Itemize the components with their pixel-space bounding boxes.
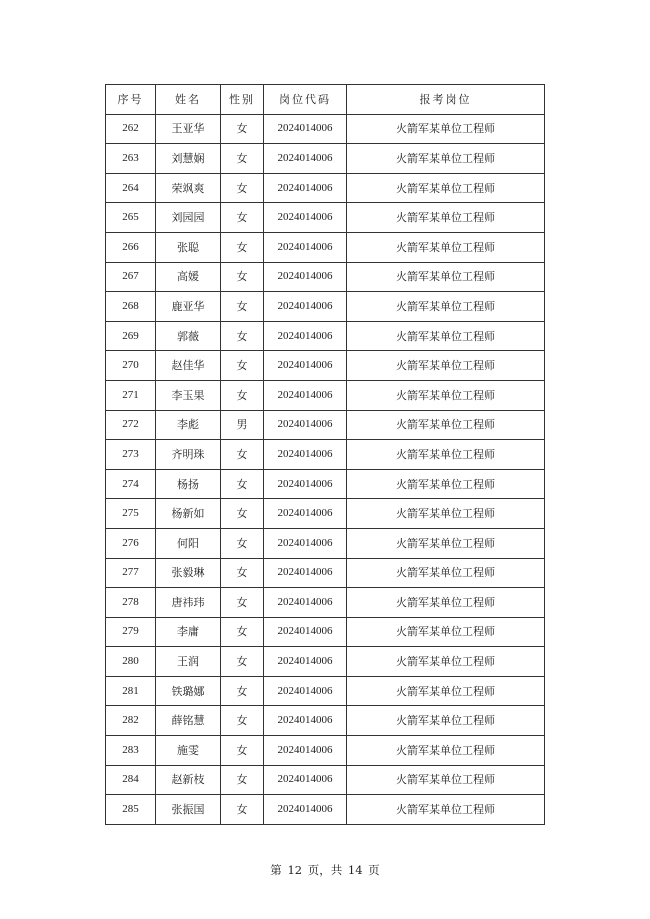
position-code-cell: 2024014006 [264, 292, 347, 322]
applied-position-cell: 火箭军某单位工程师 [347, 321, 545, 351]
gender-cell: 女 [221, 499, 264, 529]
header-serial-no: 序号 [106, 85, 156, 115]
table-row [106, 469, 545, 499]
name-cell: 张聪 [156, 232, 221, 262]
serial-no-cell: 264 [106, 173, 156, 203]
serial-no-cell: 268 [106, 292, 156, 322]
position-code-cell: 2024014006 [264, 144, 347, 174]
table-row [106, 410, 545, 440]
serial-no-cell: 262 [106, 114, 156, 144]
name-cell: 何阳 [156, 528, 221, 558]
serial-no-cell: 279 [106, 617, 156, 647]
name-cell: 刘园园 [156, 203, 221, 233]
gender-cell: 女 [221, 203, 264, 233]
header-position-code: 岗位代码 [264, 85, 347, 115]
serial-no-cell: 274 [106, 469, 156, 499]
serial-no-cell: 266 [106, 232, 156, 262]
serial-no-cell: 265 [106, 203, 156, 233]
position-code-cell: 2024014006 [264, 232, 347, 262]
applied-position-cell: 火箭军某单位工程师 [347, 380, 545, 410]
position-code-cell: 2024014006 [264, 765, 347, 795]
applied-position-cell: 火箭军某单位工程师 [347, 144, 545, 174]
gender-cell: 女 [221, 440, 264, 470]
table-row [106, 647, 545, 677]
applied-position-cell: 火箭军某单位工程师 [347, 440, 545, 470]
applied-position-cell: 火箭军某单位工程师 [347, 558, 545, 588]
serial-no-cell: 281 [106, 676, 156, 706]
serial-no-cell: 280 [106, 647, 156, 677]
name-cell: 王润 [156, 647, 221, 677]
position-code-cell: 2024014006 [264, 676, 347, 706]
table-row [106, 351, 545, 381]
serial-no-cell: 273 [106, 440, 156, 470]
table-row [106, 321, 545, 351]
table-body [106, 114, 545, 824]
table-row [106, 528, 545, 558]
table-row [106, 173, 545, 203]
serial-no-cell: 271 [106, 380, 156, 410]
table-row [106, 232, 545, 262]
applied-position-cell: 火箭军某单位工程师 [347, 647, 545, 677]
serial-no-cell: 285 [106, 795, 156, 825]
position-code-cell: 2024014006 [264, 114, 347, 144]
header-gender: 性别 [221, 85, 264, 115]
applied-position-cell: 火箭军某单位工程师 [347, 588, 545, 618]
applied-position-cell: 火箭军某单位工程师 [347, 706, 545, 736]
header-applied-position: 报考岗位 [347, 85, 545, 115]
serial-no-cell: 277 [106, 558, 156, 588]
serial-no-cell: 282 [106, 706, 156, 736]
position-code-cell: 2024014006 [264, 617, 347, 647]
gender-cell: 女 [221, 706, 264, 736]
name-cell: 王亚华 [156, 114, 221, 144]
name-cell: 荣飒爽 [156, 173, 221, 203]
position-code-cell: 2024014006 [264, 203, 347, 233]
position-code-cell: 2024014006 [264, 647, 347, 677]
table-row [106, 292, 545, 322]
serial-no-cell: 267 [106, 262, 156, 292]
gender-cell: 女 [221, 262, 264, 292]
serial-no-cell: 283 [106, 736, 156, 766]
applied-position-cell: 火箭军某单位工程师 [347, 765, 545, 795]
gender-cell: 女 [221, 676, 264, 706]
applied-position-cell: 火箭军某单位工程师 [347, 499, 545, 529]
applied-position-cell: 火箭军某单位工程师 [347, 351, 545, 381]
table-row [106, 736, 545, 766]
table-row [106, 765, 545, 795]
roster-table [105, 84, 545, 825]
gender-cell: 女 [221, 795, 264, 825]
position-code-cell: 2024014006 [264, 173, 347, 203]
position-code-cell: 2024014006 [264, 558, 347, 588]
applied-position-cell: 火箭军某单位工程师 [347, 528, 545, 558]
position-code-cell: 2024014006 [264, 588, 347, 618]
table-row [106, 795, 545, 825]
name-cell: 施雯 [156, 736, 221, 766]
gender-cell: 女 [221, 469, 264, 499]
gender-cell: 女 [221, 736, 264, 766]
gender-cell: 男 [221, 410, 264, 440]
applied-position-cell: 火箭军某单位工程师 [347, 410, 545, 440]
table-row [106, 499, 545, 529]
table-row [106, 588, 545, 618]
table-row [106, 262, 545, 292]
name-cell: 唐祎玮 [156, 588, 221, 618]
table-row [106, 617, 545, 647]
applied-position-cell: 火箭军某单位工程师 [347, 262, 545, 292]
name-cell: 刘慧娴 [156, 144, 221, 174]
applied-position-cell: 火箭军某单位工程师 [347, 617, 545, 647]
name-cell: 李庸 [156, 617, 221, 647]
serial-no-cell: 278 [106, 588, 156, 618]
gender-cell: 女 [221, 114, 264, 144]
position-code-cell: 2024014006 [264, 262, 347, 292]
serial-no-cell: 276 [106, 528, 156, 558]
serial-no-cell: 269 [106, 321, 156, 351]
applied-position-cell: 火箭军某单位工程师 [347, 676, 545, 706]
gender-cell: 女 [221, 351, 264, 381]
applied-position-cell: 火箭军某单位工程师 [347, 232, 545, 262]
position-code-cell: 2024014006 [264, 469, 347, 499]
name-cell: 高媛 [156, 262, 221, 292]
position-code-cell: 2024014006 [264, 351, 347, 381]
name-cell: 郭薇 [156, 321, 221, 351]
table-header-row [106, 85, 545, 115]
name-cell: 李彪 [156, 410, 221, 440]
gender-cell: 女 [221, 232, 264, 262]
serial-no-cell: 275 [106, 499, 156, 529]
table-row [106, 440, 545, 470]
applied-position-cell: 火箭军某单位工程师 [347, 203, 545, 233]
name-cell: 张毅琳 [156, 558, 221, 588]
applied-position-cell: 火箭军某单位工程师 [347, 173, 545, 203]
serial-no-cell: 263 [106, 144, 156, 174]
name-cell: 杨新如 [156, 499, 221, 529]
gender-cell: 女 [221, 321, 264, 351]
name-cell: 赵新枝 [156, 765, 221, 795]
position-code-cell: 2024014006 [264, 736, 347, 766]
name-cell: 李玉果 [156, 380, 221, 410]
position-code-cell: 2024014006 [264, 410, 347, 440]
table-row [106, 380, 545, 410]
gender-cell: 女 [221, 144, 264, 174]
table-row [106, 144, 545, 174]
table-row [106, 114, 545, 144]
applied-position-cell: 火箭军某单位工程师 [347, 736, 545, 766]
position-code-cell: 2024014006 [264, 321, 347, 351]
serial-no-cell: 284 [106, 765, 156, 795]
position-code-cell: 2024014006 [264, 499, 347, 529]
applied-position-cell: 火箭军某单位工程师 [347, 292, 545, 322]
applied-position-cell: 火箭军某单位工程师 [347, 795, 545, 825]
name-cell: 杨扬 [156, 469, 221, 499]
gender-cell: 女 [221, 528, 264, 558]
gender-cell: 女 [221, 558, 264, 588]
position-code-cell: 2024014006 [264, 528, 347, 558]
gender-cell: 女 [221, 588, 264, 618]
position-code-cell: 2024014006 [264, 795, 347, 825]
gender-cell: 女 [221, 617, 264, 647]
header-name: 姓名 [156, 85, 221, 115]
gender-cell: 女 [221, 380, 264, 410]
name-cell: 赵佳华 [156, 351, 221, 381]
position-code-cell: 2024014006 [264, 706, 347, 736]
gender-cell: 女 [221, 173, 264, 203]
gender-cell: 女 [221, 292, 264, 322]
gender-cell: 女 [221, 647, 264, 677]
serial-no-cell: 270 [106, 351, 156, 381]
gender-cell: 女 [221, 765, 264, 795]
table-row [106, 203, 545, 233]
name-cell: 鹿亚华 [156, 292, 221, 322]
name-cell: 张振国 [156, 795, 221, 825]
table-row [106, 706, 545, 736]
applied-position-cell: 火箭军某单位工程师 [347, 114, 545, 144]
table-row [106, 558, 545, 588]
table-row [106, 676, 545, 706]
name-cell: 铁璐娜 [156, 676, 221, 706]
page-number-footer: 第 12 页，共 14 页 [270, 863, 380, 877]
name-cell: 齐明珠 [156, 440, 221, 470]
applied-position-cell: 火箭军某单位工程师 [347, 469, 545, 499]
position-code-cell: 2024014006 [264, 380, 347, 410]
position-code-cell: 2024014006 [264, 440, 347, 470]
serial-no-cell: 272 [106, 410, 156, 440]
name-cell: 薛铭慧 [156, 706, 221, 736]
